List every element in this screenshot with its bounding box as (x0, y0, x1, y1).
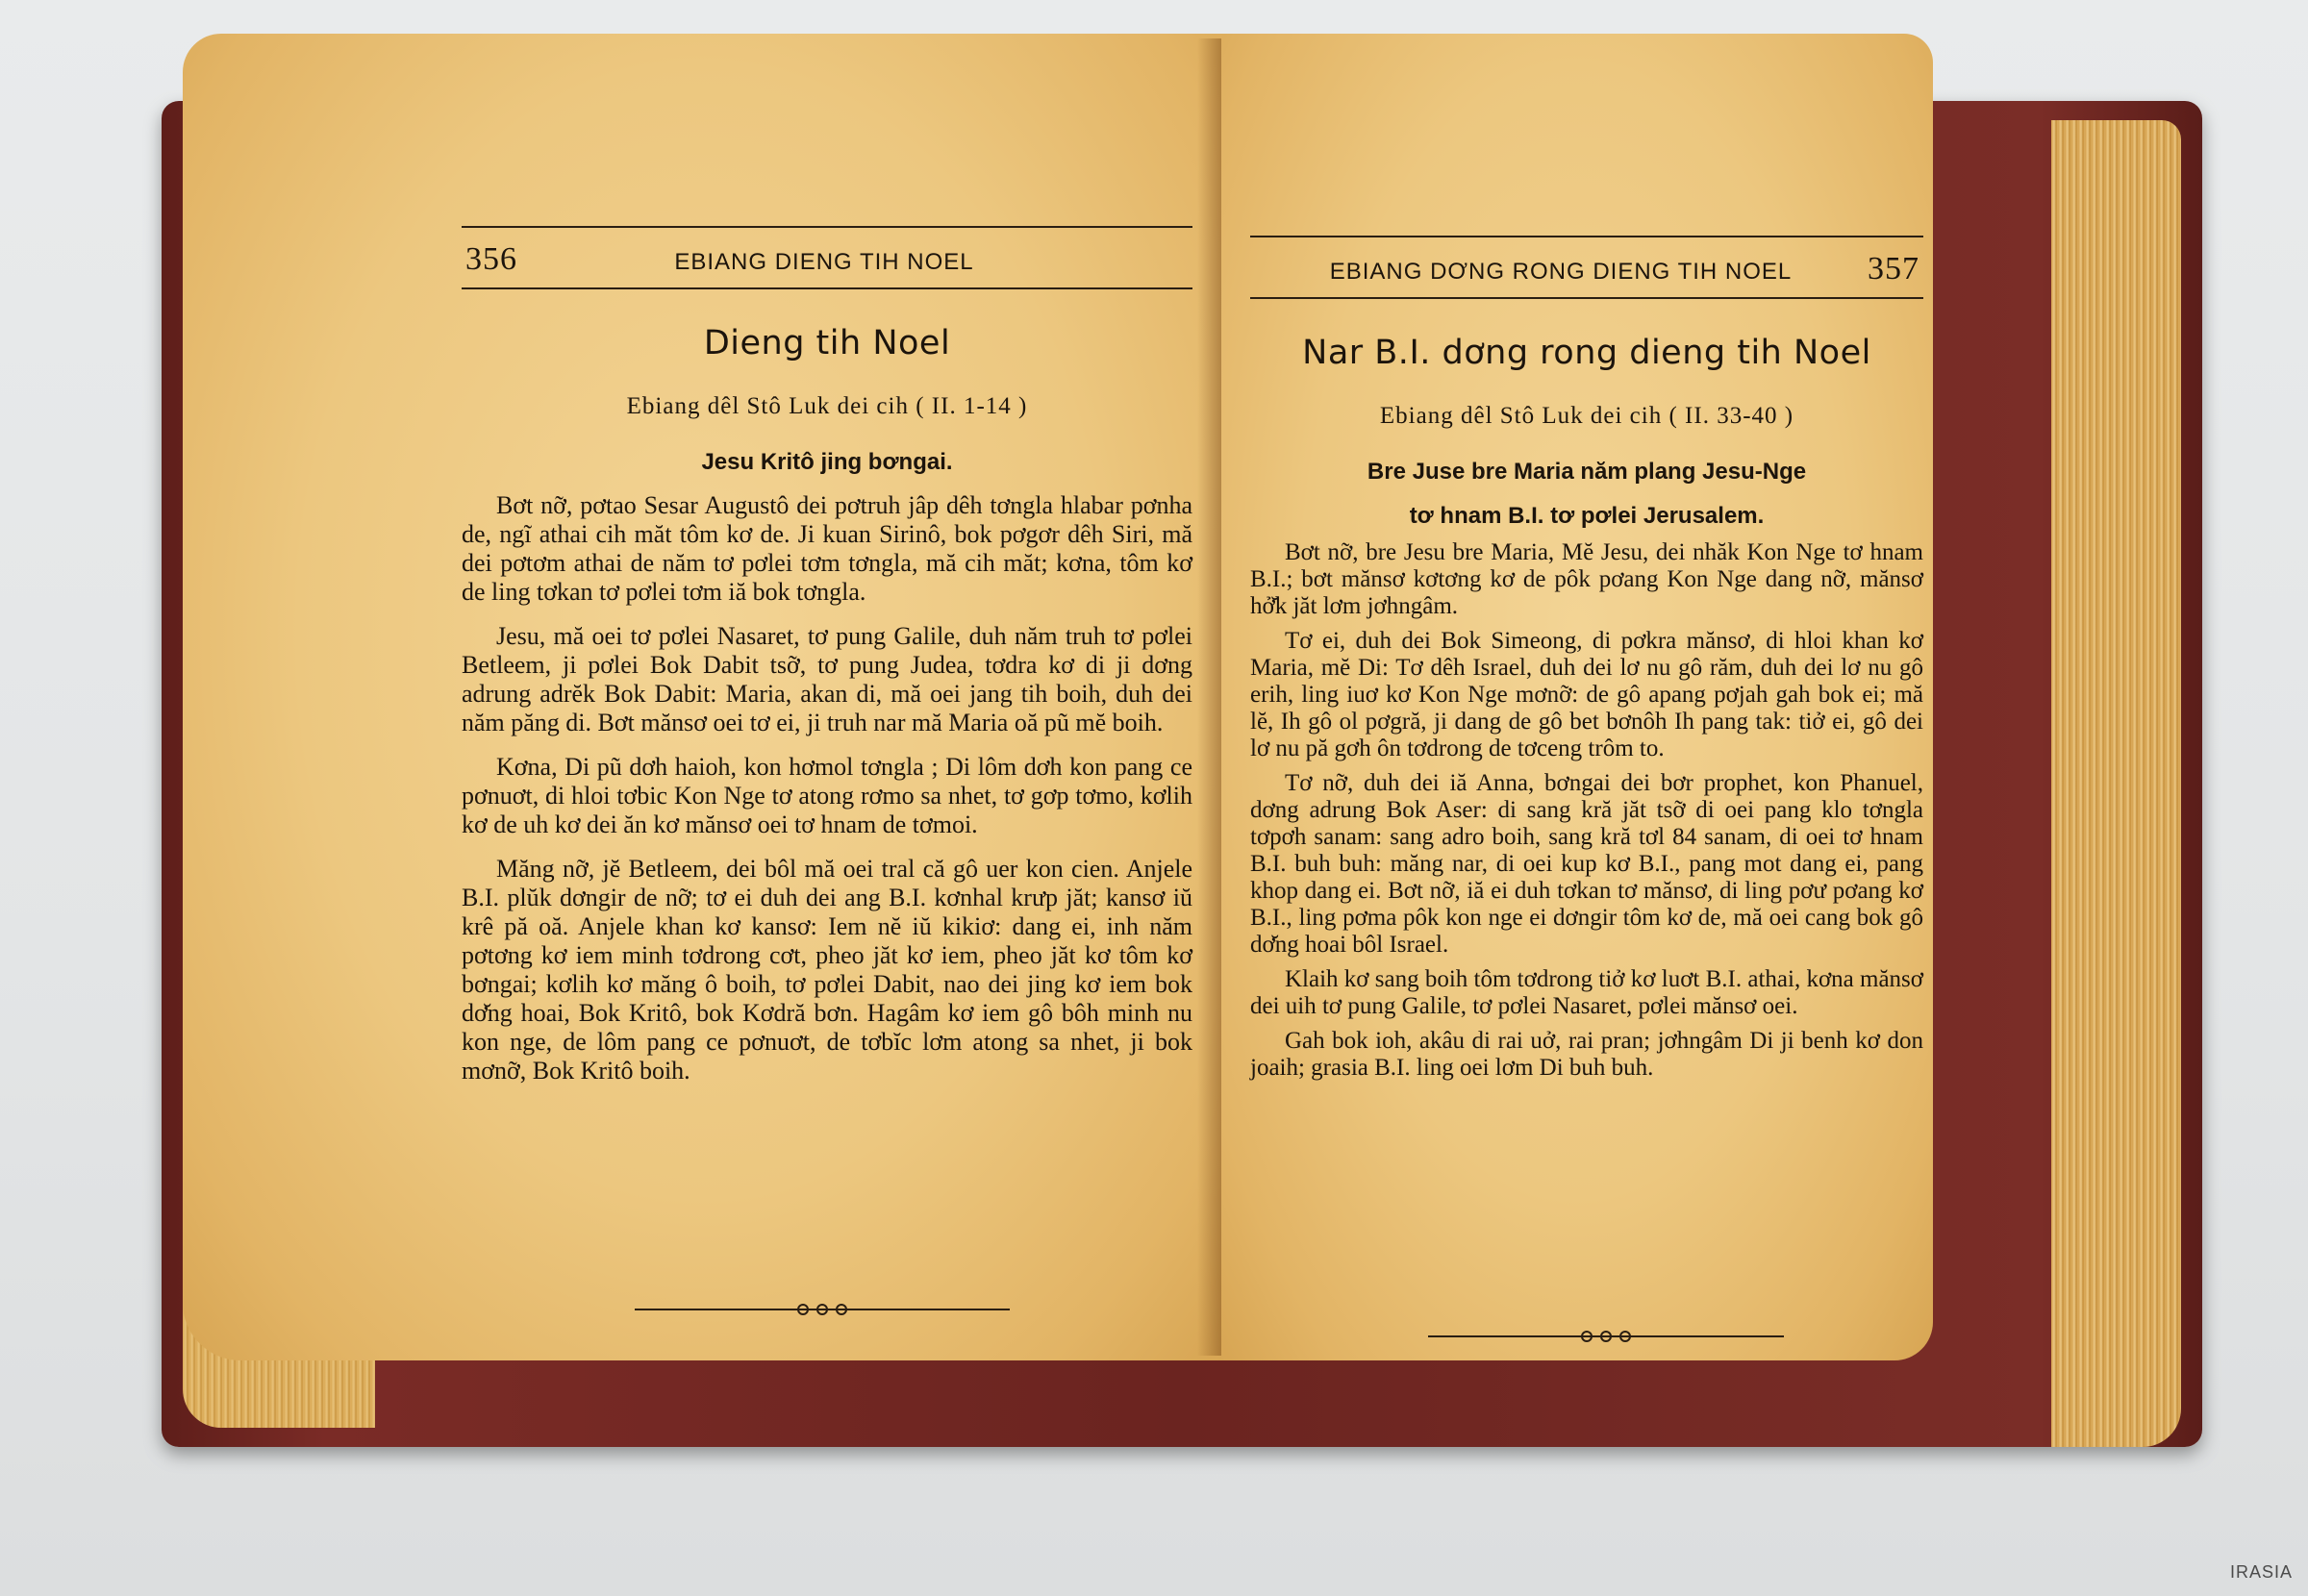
right-page-number: 357 (1868, 251, 1919, 287)
left-ornament (635, 1303, 1010, 1316)
left-running-header (462, 228, 1192, 289)
right-ornament (1428, 1330, 1784, 1343)
right-paragraph-3: Tơ nỡ, duh dei iă Anna, bơngai dei bơr prophet, kon Phanuel, dơng adrung Bok Aser: di sang kră jăt tsỡ di oei pang klo tơngla tơpơh sanam: sang adro boih, sang kră tơl 84 sanam, di oei tơ hnam B.I. buh buh: măng nar, di oei kup kơ B.I., pang mot dang ei, pang khop dang ei. Bơt nỡ, iă ei duh tơkan tơ mănsơ, di ling pơư pơang kơ B.I., ling pơma pôk kon nge ei dơngir tôm kơ de, mă oei cang bok gô dơ̆ng hoai bôl Israel. (1250, 770, 1923, 958)
left-page-content (462, 226, 1192, 1085)
right-section-heading-1: Bre Juse bre Maria năm plang Jesu-Nge (1367, 459, 1807, 485)
watermark: IRASIA (2229, 1562, 2293, 1582)
left-page (183, 34, 1221, 1360)
right-paragraph-1: Bơt nỡ, bre Jesu bre Maria, Mĕ Jesu, dei nhăk Kon Nge tơ hnam B.I.; bơt mănsơ kơtơng kơ de pôk pơang Kon Nge dang nỡ, mănsơ hở̆k jăt lơm jơhngâm. (1250, 539, 1923, 619)
right-running-header (1250, 237, 1923, 299)
left-title: Dieng tih Noel (703, 324, 951, 362)
right-running-head: EBIANG DƠNG RONG DIENG TIH NOEL (1329, 259, 1793, 285)
right-paragraph-2: Tơ ei, duh dei Bok Simeong, di pơkra mănsơ, di hloi khan kơ Maria, mĕ Di: Tơ dêh Israel, duh dei lơ nu gô răm, duh dei lơ nu gô erih, ling iuơ kơ Kon Nge mơnỡ: de gô apang pơjah gah bok ei; mă lĕ, Ih gô ol pơgră, ji dang de gô bet bơnôh Ih pang tak: tiở ei, gô dei lơ nu pă gơh ôn tơdrong de tơceng trôm to. (1250, 628, 1923, 761)
page-edges-right (2051, 120, 2181, 1447)
left-paragraph-3: Kơna, Di pũ dơh haioh, kon hơmol tơngla ; Di lôm dơh kon pang ce pơnuơt, di hloi tơbic Kon Nge tơ atong rơmo sa nhet, tơ gơp tơmo, kơlih kơ de uh kơ dei ăn kơ mănsơ oei tơ hnam de tơmoi. (462, 753, 1192, 838)
right-subtitle: Ebiang dêl Stô Luk dei cih ( II. 33-40 ) (1379, 403, 1794, 429)
left-paragraph-2: Jesu, mă oei tơ pơlei Nasaret, tơ pung Galile, duh năm truh tơ pơlei Betleem, ji pơlei Bok Dabit tsỡ, tơ pung Judea, tơdra kơ di ji dơng adrung adrĕk Bok Dabit: Maria, akan di, mă oei jang tih boih, duh dei năm păng di. Bơt mănsơ oei tơ ei, ji truh nar mă Maria oă pũ mĕ boih. (462, 622, 1192, 736)
right-paragraph-5: Gah bok ioh, akâu di rai uở, rai pran; jơhngâm Di ji benh kơ don joaih; grasia B.I. ling oei lơm Di buh buh. (1250, 1028, 1923, 1081)
right-page (1221, 34, 1933, 1360)
right-paragraph-4: Klaih kơ sang boih tôm tơdrong tiở kơ luơt B.I. athai, kơna mănsơ dei uih tơ pung Galile, tơ pơlei Nasaret, pơlei mănsơ oei. (1250, 966, 1924, 1019)
left-paragraph-1: Bơt nỡ, pơtao Sesar Augustô dei pơtruh jâp dêh tơngla hlabar pơnha de, ngĩ athai cih măt tôm kơ de. Ji kuan Sirinô, bok pơgơr dêh Siri, mă dei pơtơm athai de năm tơ pơlei tơm tơngla, mă cih măt; kơna, tôm kơ de ling tơkan tơ pơlei tơm iă bok tơngla. (462, 491, 1192, 606)
left-subtitle: Ebiang dêl Stô Luk dei cih ( II. 1-14 ) (626, 393, 1028, 419)
right-page-content (1250, 236, 1923, 1082)
left-running-head: EBIANG DIENG TIH NOEL (674, 249, 974, 275)
right-title: Nar B.I. dơng rong dieng tih Noel (1302, 334, 1871, 372)
left-section-heading: Jesu Kritô jing bơngai. (701, 449, 953, 475)
right-section-heading-2: tơ hnam B.I. tơ pơlei Jerusalem. (1409, 503, 1765, 529)
left-paragraph-4: Măng nỡ, jĕ Betleem, dei bôl mă oei tral că gô uer kon cien. Anjele B.I. plŭk dơngir de nỡ; tơ ei duh dei ang B.I. kơnhal krưp jăt; kansơ iŭ krê pă oă. Anjele khan kơ kansơ: Iem nĕ iŭ kikiơ: dang ei, inh năm pơtơng kơ iem minh tơdrong cơt, pheo jăt kơ iem, pheo jăt kơ tôm kơ bơngai; kơlih kơ măng ô boih, tơ pơlei Dabit, nao dei jing kơ iem bok dơ̆ng hoai, Bok Kritô, bok Kơdră bơn. Hagâm kơ iem gô bôh minh nu kon nge, de lôm pang ce pơnuơt, de tơbĭc lơm atong sa nhet, ji bok mơnỡ, Bok Kritô boih. (462, 855, 1192, 1085)
left-page-number: 356 (465, 241, 517, 277)
